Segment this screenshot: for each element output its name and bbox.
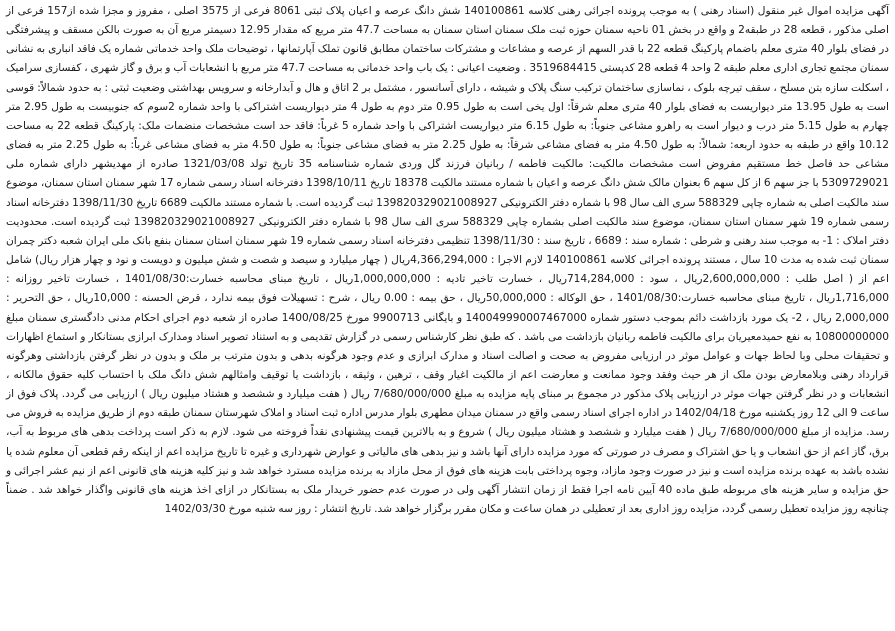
auction-notice-text: آگهی مزایده اموال غیر منقول (اسناد رهنی ) به موجب پرونده اجرائی رهنی کلاسه 140100861 شش دانگ عرصه و اعیان پلاک ثبتی 8061 فرعی از 3575 اصلی ، مفروز و مجزا شده از157 فرعی از اصلی مذکور ، قطعه 28 در طبقه2 و واقع در بخش 01 ناحیه سمنان حوزه ثبت ملک سمنان استان سمنان به مساحت 47.7 متر مربع که مقدار 12.95 دسیمتر مربع آن به صورت بالکن مسقف و پیشرفتگی در فضای بلوار 40 متری معلم باضمام پارکینگ قطعه 22 با قدر السهم از عرصه و مشاعات و مشترکات ساختمان مطابق قانون تملک آپارتمانها ، توضیحات ملک واحد خدماتی شماره یک فاقد انباری به نشانی سمنان مجتمع تجاری اداری معلم طبقه 2 واحد 4 قطعه 28 کدپستی 3519684415 . وضعیت اعیانی : یک باب واحد خدماتی به مساحت 47.7 متر مربع با انشعابات آب و برق و گاز شهری ، کفسازی سرامیک ، اسکلت سازه بتن مسلح ، سقف تیرچه بلوک ، نماسازی ساختمان ترکیب سنگ پلاک و شیشه ، دارای آسانسور ، مشتمل بر 2 اتاق و هال و آبدارخانه و سرویس بهداشتی وضعیت ثبتی : به حدود شمالاً: قوسی است به طول 13.95 متر دیواریست به فضای بلوار 40 متری معلم شرقاً: اول یخی است به طول 0.95 متر دوم به طول 4 متر دیواریست اشتراکی با واحد شماره 2سوم که جنوبیست به طول 2.95 متر چهارم به طول 5.15 متر درب و دیوار است به راهرو مشاعی جنوباً: به طول 6.15 متر دیواریست اشتراکی با واحد شماره 5 غرباً: فاقد حد است مشخصات منضمات ملک: پارکینگ قطعه 22 به مساحت 10.12 واقع در طبقه به حدود اربعه: شمالاً: به طول 4.50 متر به فضای مشاعی شرقاً: به طول 2.25 متر به فضای مشاعی جنوباً: به طول 4.50 متر به فضای مشاعی غرباً: به طول 2.25 متر به فضای مشاعی حد فاصل خط مستقیم مفروض است مشخصات مالکیت: مالکیت فاطمه / ربانیان فرزند گل وردی شماره شناسنامه 35 تاریخ تولد 1321/03/08 صادره از مهدیشهر دارای شماره ملی 5309729021 با جز سهم 6 از کل سهم 6 بعنوان مالک شش دانگ عرصه و اعیان با شماره مستند مالکیت 18378 تاریخ 1398/10/11 دفترخانه اسناد رسمی شماره 17 شهر سمنان استان سمنان، موضوع سند مالکیت اصلی به شماره چاپی 588329 سری الف سال 98 با شماره دفتر الکترونیکی 139820329021008927 ثبت گردیده است. با شماره مستند مالکیت 6689 تاریخ 1398/11/30 دفترخانه اسناد رسمی شماره 19 شهر سمنان استان سمنان، موضوع سند مالکیت اصلی بشماره چاپی 588329 سری الف سال 98 با شماره دفتر الکترونیکی 139820329021008927 ثبت گردیده است. محدودیت دفتر املاک : 1- به موجب سند رهنی و شرطی : شماره سند : 6689 ، تاریخ سند : 1398/11/30 تنظیمی دفترخانه اسناد رسمی شماره 19 شهر سمنان استان سمنان بنفع بانک ملی ایران شعبه دکتر چمران سمنان ثبت شده به مدت 10 سال ، مستند پرونده اجرائی کلاسه 140100861 لازم الاجرا : 4,366,294,000ریال ( چهار میلیارد و سیصد و شصت و شش میلیون و دویست و نود و چهار هزار ریال) شامل اعم از ( اصل طلب : 2,600,000,000ریال ، سود : 714,284,000ریال ، خسارت تاخیر تادیه : 1,000,000,000ریال ، تاریخ مبنای محاسبه خسارت:1401/08/30 ، خسارت تاخیر روزانه : 1,716,000ریال ، تاریخ مبنای محاسبه خسارت:1401/08/30 ، حق الوکاله : 50,000,000ریال ، حق بیمه : 0.00 ریال ، شرح : تسهیلات فوق بیمه ندارد ، قرض الحسنه : 10,000ریال ، حق التحریر : 2,000,000 ریال ، 2- یک مورد بازداشت دائم بموجب دستور شماره 140049990007467000 و بایگانی 9900713 مورخ 1400/08/25 صادره از شعبه دوم اجرای احکام مدنی دادگستری سمنان مبلغ 10800000000 به نفع حمیدمعیریان برای مالکیت فاطمه ربانیان بازداشت می باشد . که طبق نظر کارشناس رسمی در گزارش تقدیمی و به استناد تصویر اسناد ومدارک ابرازی بستانکار و استماع اظهارات و تحقیقات محلی وبا لحاظ جهات و عوامل موثر در ارزیابی مفروض به صحت و اصالت اسناد و مدارک ابرازی و عدم وجود هرگونه بدهی و بدون مترتب بر ملک و بدون در نظر گرفتن بازداشتی وهرگونه قرارداد رهنی وبلامعارض بودن ملک از هر حیث وفقد وجود ممانعت و معارضت اعم از مالکیت اغیار وقف ، ترهین ، وثیقه ، بازداشت یا توقیف وامثالهم شش دانگ ملک با احتساب کلیه حقوق مالکانه ، انشعابات و در نظر گرفتن جهات موثر در ارزیابی پلاک مذکور در مجموع بر مبنای پایه مزایده به مبلغ 7/680/000/000 ریال ( هفت میلیارد و ششصد و هشتاد میلیون ریال ) ارزیابی می گردد. پلاک فوق از ساعت 9 الی 12 روز یکشنبه مورخ 1402/04/18 در اداره اجرای اسناد رسمی واقع در سمنان میدان مطهری بلوار مدرس اداره ثبت اسناد و املاک شهرستان سمنان طبقه دوم از طریق مزایده به فروش می رسد. مزایده از مبلغ 7/680/000/000 ریال ( هفت میلیارد و ششصد و هشتاد میلیون ریال ) شروع و به بالاترین قیمت پیشنهادی نقداً فروخته می شود. لازم به ذکر است پرداخت بدهی های مربوط به آب، برق، گاز اعم از حق انشعاب و یا حق اشتراک و مصرف در صورتی که مورد مزایده دارای آنها باشد و نیز بدهی های مالیاتی و عوارض شهرداری و غیره تا تاریخ مزایده اعم از اینکه رقم قطعی آن معلوم شده یا نشده باشد به عهده برنده مزایده است و نیز در صورت وجود مازاد، وجوه پرداختی بابت هزینه های فوق از محل مازاد به برنده مزایده مسترد خواهد شد و نیز کلیه هزینه های قانونی اعم از نیم عشر اجرائی و حق مزایده و سایر هزینه های مربوطه طبق ماده 40 آیین نامه اجرا فقط از زمان انتشار آگهی ولی در صورت عدم حضور خریدار ملک به بستانکار در ازای اخذ هزینه های قانونی واگذار خواهد شد . ضمناً چنانچه روز مزایده تعطیل رسمی گردد، مزایده روز اداری بعد از تعطیلی در همان ساعت و مکان مقرر برگزار خواهد شد. تاریخ انتشار : روز سه شنبه مورخ 1402/03/30	[6, 5, 890, 516]
